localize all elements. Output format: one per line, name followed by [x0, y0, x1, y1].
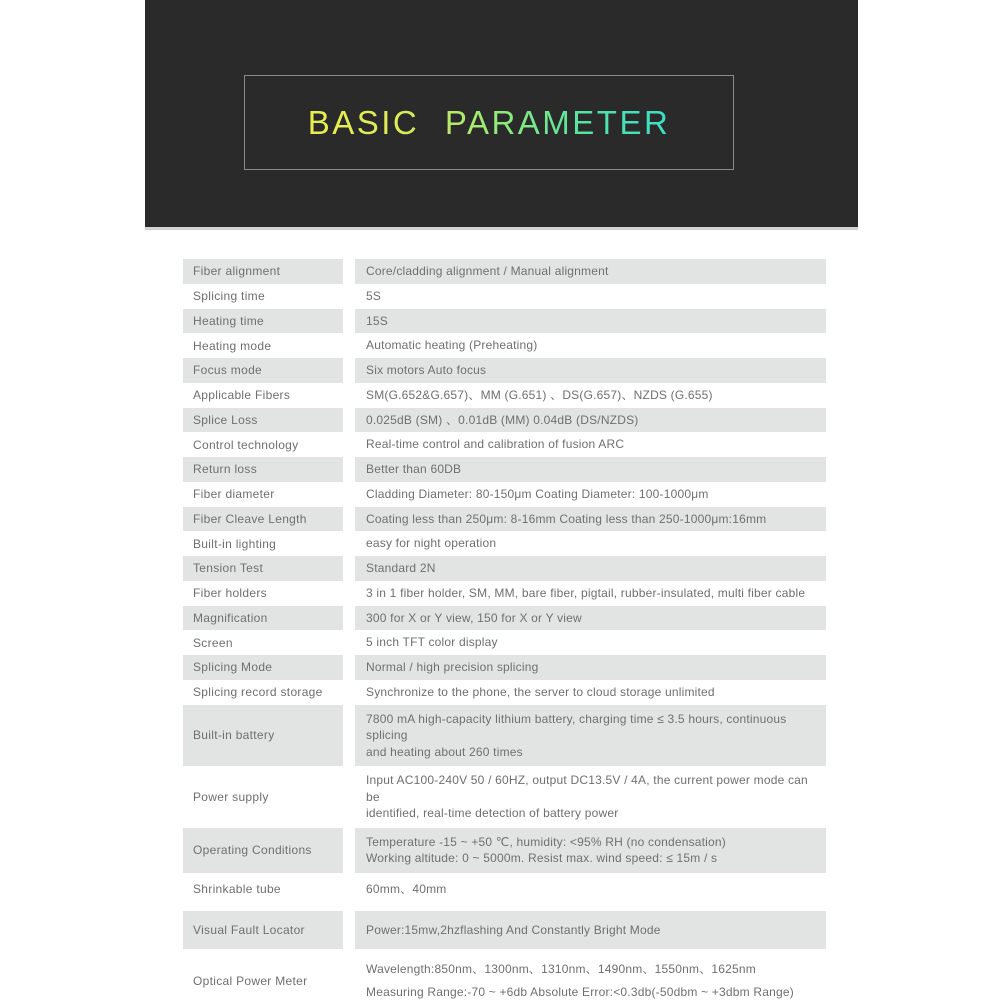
spec-value-line: identified, real-time detection of battery power [366, 806, 619, 820]
spec-value-line: Synchronize to the phone, the server to cloud storage unlimited [366, 684, 715, 699]
spec-value-line: 60mm、40mm [366, 881, 447, 896]
table-row [183, 482, 826, 507]
spec-value [355, 877, 826, 902]
spec-label: Splicing record storage [193, 685, 323, 700]
spec-label: Built-in battery [183, 705, 343, 767]
spec-value [355, 309, 826, 334]
table-row [183, 581, 826, 606]
spec-label: Focus mode [183, 358, 343, 383]
table-row [183, 457, 826, 482]
spec-value [355, 507, 826, 532]
spec-value [355, 333, 826, 358]
spec-value-line: and heating about 260 times [366, 744, 523, 759]
page-title: BASIC PARAMETER [307, 103, 671, 141]
header-banner [145, 0, 858, 230]
spec-value-line: Real-time control and calibration of fusion ARC [366, 437, 625, 452]
spec-value-line: Better than 60DB [366, 462, 462, 477]
spec-label: Built-in lighting [193, 536, 277, 551]
table-row [183, 432, 826, 457]
spec-value [355, 556, 826, 581]
spec-value [355, 383, 826, 408]
spec-label: Splice Loss [183, 408, 343, 433]
table-row [183, 333, 826, 358]
spec-value-line: 300 for X or Y view, 150 for X or Y view [366, 610, 582, 625]
table-row [183, 911, 826, 949]
spec-label: Operating Conditions [183, 828, 343, 873]
spec-value [355, 630, 826, 655]
spec-value-line: Cladding Diameter: 80-150μm Coating Diameter: 100-1000μm [366, 486, 709, 501]
spec-value-line: Standard 2N [366, 561, 436, 576]
spec-value [355, 482, 826, 507]
spec-value-line: Automatic heating (Preheating) [366, 338, 538, 353]
title-box [244, 75, 734, 170]
spec-label: Tension Test [183, 556, 343, 581]
spec-label: Splicing time [193, 289, 265, 304]
table-row [183, 531, 826, 556]
spec-value [355, 408, 826, 433]
spec-value-line: Power:15mw,2hzflashing And Constantly Bright Mode [366, 923, 661, 937]
table-row [183, 556, 826, 581]
table-row [183, 309, 826, 334]
spec-value [355, 457, 826, 482]
table-row [183, 383, 826, 408]
spec-value [355, 581, 826, 606]
spec-label: Applicable Fibers [193, 388, 291, 403]
spec-value [355, 766, 826, 828]
spec-value [355, 680, 826, 705]
spec-value [355, 705, 826, 767]
spec-value [355, 606, 826, 631]
spec-label: Fiber diameter [193, 487, 275, 502]
spec-value-line: 0.025dB (SM) 、0.01dB (MM) 0.04dB (DS/NZDS) [366, 412, 639, 427]
spec-label: Return loss [183, 457, 343, 482]
spec-value [355, 955, 826, 1006]
spec-value-line: Core/cladding alignment / Manual alignment [366, 264, 609, 279]
spec-label: Control technology [193, 437, 299, 452]
spec-label: Fiber Cleave Length [183, 507, 343, 532]
table-row [183, 828, 826, 873]
spec-value-line: 7800 mA high-capacity lithium battery, charging time ≤ 3.5 hours, continuous splicing [366, 711, 787, 742]
spec-label: Fiber alignment [183, 259, 343, 284]
spec-label: Power supply [193, 789, 269, 804]
spec-value [355, 259, 826, 284]
spec-value-line: Normal / high precision splicing [366, 660, 539, 675]
spec-value-line: 5S [366, 288, 382, 303]
table-row [183, 284, 826, 309]
spec-value-line: Measuring Range:-70 ~ +6db Absolute Error:<0.3db(-50dbm ~ +3dbm Range) [366, 984, 794, 999]
spec-value-line: Working altitude: 0 ~ 5000m. Resist max. wind speed: ≤ 15m / s [366, 851, 718, 865]
spec-label: Visual Fault Locator [183, 911, 343, 949]
table-row [183, 259, 826, 284]
table-row [183, 630, 826, 655]
table-row [183, 606, 826, 631]
spec-value-line: Coating less than 250μm: 8-16mm Coating less than 250-1000μm:16mm [366, 511, 767, 526]
spec-value-line: easy for night operation [366, 536, 497, 551]
spec-table [183, 259, 826, 1006]
spec-value [355, 655, 826, 680]
table-row [183, 358, 826, 383]
spec-label: Heating mode [193, 338, 272, 353]
spec-label: Fiber holders [193, 586, 267, 601]
spec-label: Splicing Mode [183, 655, 343, 680]
spec-value [355, 531, 826, 556]
table-row [183, 408, 826, 433]
spec-value-line: Wavelength:850nm、1300nm、1310nm、1490nm、1550nm、1625nm [366, 962, 756, 977]
spec-value-line: Temperature -15 ~ +50 ℃, humidity: <95% RH (no condensation) [366, 834, 726, 849]
spec-value [355, 828, 826, 873]
table-row [183, 877, 826, 902]
spec-label: Optical Power Meter [193, 973, 308, 988]
spec-label: Shrinkable tube [193, 881, 281, 896]
table-row [183, 680, 826, 705]
spec-value [355, 432, 826, 457]
spec-value-line: Input AC100-240V 50 / 60HZ, output DC13.5V / 4A, the current power mode can be [366, 773, 808, 804]
spec-value [355, 358, 826, 383]
spec-label: Magnification [183, 606, 343, 631]
spec-value-line: 5 inch TFT color display [366, 635, 498, 650]
table-row [183, 507, 826, 532]
spec-value-line: SM(G.652&G.657)、MM (G.651) 、DS(G.657)、NZDS (G.655) [366, 387, 713, 402]
spec-label: Screen [193, 635, 233, 650]
table-row [183, 955, 826, 1006]
spec-label: Heating time [183, 309, 343, 334]
table-row [183, 705, 826, 767]
table-row [183, 766, 826, 828]
spec-value-line: 15S [366, 313, 388, 328]
spec-value-line: 3 in 1 fiber holder, SM, MM, bare fiber, pigtail, rubber-insulated, multi fiber cable [366, 585, 806, 600]
table-row [183, 655, 826, 680]
spec-value [355, 911, 826, 949]
spec-value-line: Six motors Auto focus [366, 363, 487, 378]
spec-value [355, 284, 826, 309]
